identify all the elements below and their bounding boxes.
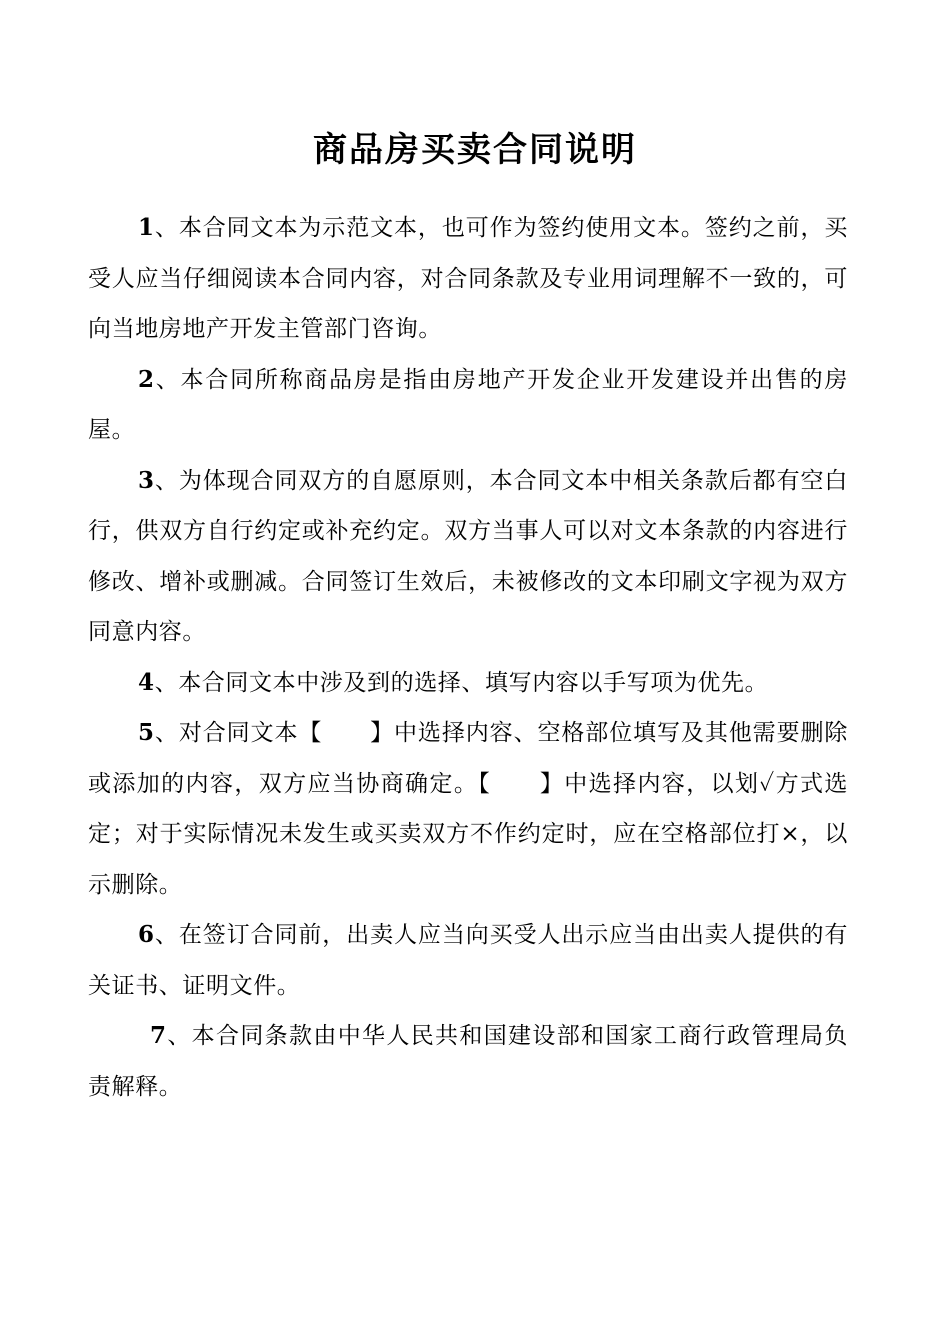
clause-number: 5 (138, 719, 155, 746)
clause-number: 7 (150, 1022, 167, 1049)
clause-5 (88, 708, 848, 910)
clause-number: 1 (138, 214, 155, 241)
page-title: 商品房买卖合同说明 (313, 130, 637, 170)
clause-7 (88, 1011, 848, 1112)
clause-text: 、对合同文本【 】中选择内容、空格部位填写及其他需要删除或添加的内容，双方应当协商确定。【 】中选择内容，以划✓方式选定；对于实际情况未发生或买卖双方不作约定时，应在空格部位打×，以示删除。 (88, 720, 848, 898)
clause-text: 、本合同条款由中华人民共和国建设部和国家工商行政管理局负责解释。 (88, 1023, 848, 1100)
clause-number: 4 (138, 668, 155, 696)
clause-6 (88, 910, 848, 1011)
clause-text: 、本合同文本中涉及到的选择、填写内容以手写项为优先。 (154, 669, 769, 696)
clause-text: 、为体现合同双方的自愿原则，本合同文本中相关条款后都有空白行，供双方自行约定或补充约定。双方当事人可以对文本条款的内容进行修改、增补或删减。合同签订生效后，未被修改的文本印刷文字视为双方同意内容。 (88, 467, 848, 645)
clause-2 (88, 355, 848, 456)
clause-3 (88, 456, 848, 658)
clause-text: 、在签订合同前，出卖人应当向买受人出示应当由出卖人提供的有关证书、证明文件。 (88, 922, 848, 999)
clause-4 (88, 658, 848, 709)
clause-number: 3 (138, 466, 155, 494)
clause-number: 6 (138, 921, 155, 948)
clause-number: 2 (138, 365, 155, 393)
clause-text: 、本合同文本为示范文本，也可作为签约使用文本。签约之前，买受人应当仔细阅读本合同内容，对合同条款及专业用词理解不一致的，可向当地房地产开发主管部门咨询。 (88, 215, 848, 342)
document-body (88, 203, 848, 1112)
clause-1 (88, 203, 848, 355)
clause-text: 、本合同所称商品房是指由房地产开发企业开发建设并出售的房屋。 (88, 366, 848, 443)
